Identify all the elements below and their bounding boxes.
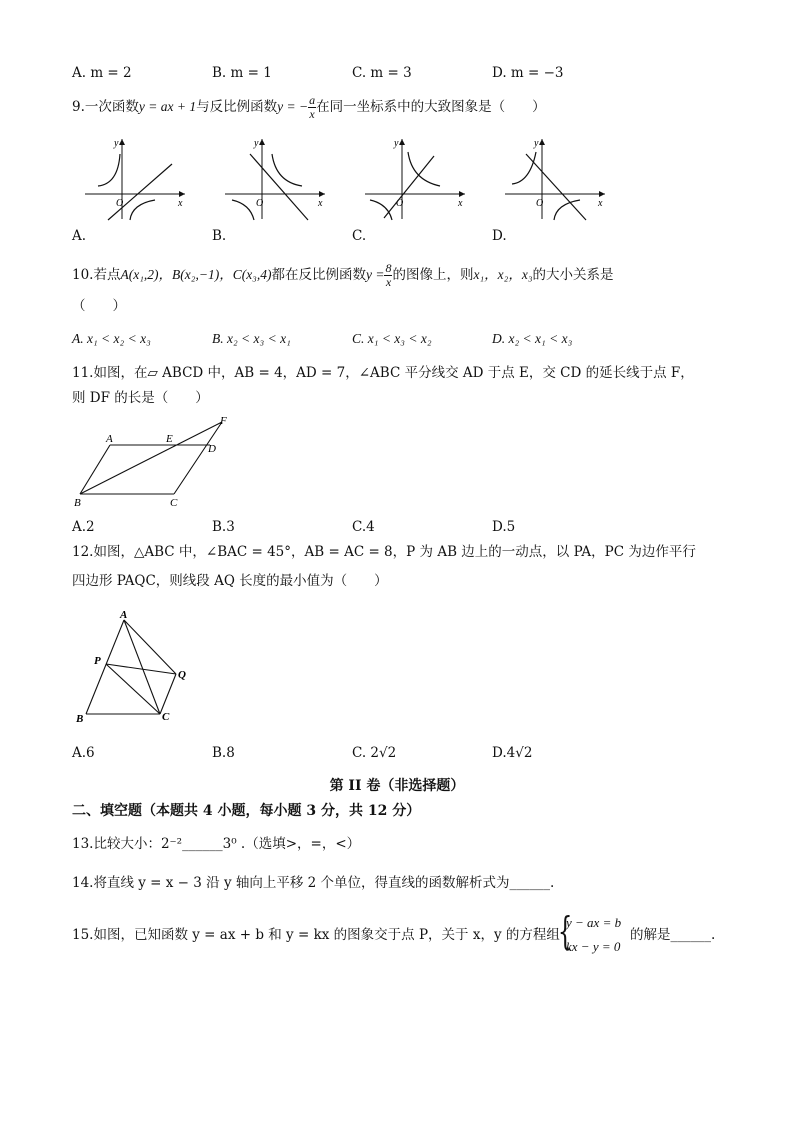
q11-option-b: B.3: [212, 519, 235, 535]
label-c: C: [170, 497, 178, 509]
q8-option-a: A. m = 2: [72, 65, 132, 81]
q8-option-b: B. m = 1: [212, 65, 272, 81]
q9-option-d: D.: [492, 228, 507, 244]
q9-graph-d: [500, 134, 610, 224]
q12-option-d: D.4√2: [492, 745, 533, 761]
q9-graph-b: [220, 134, 330, 224]
svg-text:x: x: [458, 198, 463, 209]
svg-text:y: y: [394, 138, 399, 149]
section-title: 第 II 卷（非选择题）: [329, 778, 465, 794]
q12-stem-line1: 12.如图，△ABC 中，∠BAC = 45°，AB = AC = 8，P 为 AB 边上的一动点，以 PA，PC 为边作平行: [72, 544, 696, 560]
q9-option-a: A.: [72, 228, 87, 244]
label-f: F: [220, 415, 227, 427]
q15-equation-1: y − ax = b: [566, 915, 622, 930]
q11-parallelogram-figure: [70, 412, 240, 512]
label-a: A: [106, 433, 113, 445]
svg-text:O: O: [536, 198, 544, 209]
section-heading: 二、填空题（本题共 4 小题，每小题 3 分，共 12 分）: [72, 803, 421, 819]
q8-option-c: C. m = 3: [352, 65, 412, 81]
q11-stem-line2: 则 DF 的长是（ ）: [72, 390, 209, 406]
q10-paren: （ ）: [72, 298, 126, 314]
q9-stem: 9.一次函数y = ax + 1与反比例函数y = − $\frac{a}{x}$ 在同一坐标系中的大致图象是（ ）: [72, 93, 546, 121]
axis-y-label: y: [114, 138, 119, 149]
q12-triangle-figure: [70, 606, 200, 726]
q11-option-c: C.4: [352, 519, 375, 535]
q10-option-c: C. x₁ < x₃ < x₂: [352, 331, 432, 346]
label-d: D: [208, 443, 216, 455]
q9-graph-c: [360, 134, 470, 224]
svg-text:O: O: [396, 198, 404, 209]
q9-option-b: B.: [212, 228, 227, 244]
q10-option-b: B. x₂ < x₃ < x₁: [212, 331, 291, 346]
q15-tail: 的解是______.: [630, 927, 716, 943]
q12-option-a: A.6: [72, 745, 95, 761]
q10-stem: 10.若点A(x₁,2)，B(x₂,−1)，C(x₃,4)都在反比例函数y = $\frac{8}{x}$ 的图像上，则x₁，x₂，x₃的大小关系是: [72, 261, 614, 289]
q11-stem-line1: 11.如图，在▱ ABCD 中，AB = 4，AD = 7，∠ABC 平分线交 AD 于点 E，交 CD 的延长线于点 F，: [72, 365, 694, 381]
q14-stem: 14.将直线 y = x − 3 沿 y 轴向上平移 2 个单位，得直线的函数解析式为______.: [72, 875, 555, 891]
label-b: B: [76, 713, 84, 725]
q15-equation-2: kx − y = 0: [566, 939, 621, 954]
origin-label: O: [116, 198, 124, 209]
label-c: C: [162, 711, 170, 723]
q15-stem: 15.如图，已知函数 y = ax + b 和 y = kx 的图象交于点 P，关于 x，y 的方程组: [72, 927, 560, 943]
q12-stem-line2: 四边形 PAQC，则线段 AQ 长度的最小值为（ ）: [72, 573, 388, 589]
q8-option-d: D. m = −3: [492, 65, 564, 81]
q9-graph-a: [80, 134, 190, 224]
q11-option-a: A.2: [72, 519, 95, 535]
label-p: P: [94, 655, 101, 667]
svg-text:x: x: [598, 198, 603, 209]
q12-option-b: B.8: [212, 745, 235, 761]
q10-option-d: D. x₂ < x₁ < x₃: [492, 331, 573, 346]
label-q: Q: [178, 669, 186, 681]
axis-x-label: x: [178, 198, 183, 209]
label-e: E: [166, 433, 173, 445]
svg-text:y: y: [534, 138, 539, 149]
label-a: A: [120, 609, 128, 621]
q9-option-c: C.: [352, 228, 367, 244]
svg-text:y: y: [254, 138, 259, 149]
svg-text:x: x: [318, 198, 323, 209]
q10-option-a: A. x₁ < x₂ < x₃: [72, 331, 151, 346]
q13-stem: 13.比较大小：2⁻²______3⁰ .（选填>，=，<）: [72, 836, 361, 852]
q12-option-c: C. 2√2: [352, 745, 397, 761]
svg-text:O: O: [256, 198, 264, 209]
q15-equation-brace: {: [557, 909, 573, 953]
label-b: B: [74, 497, 81, 509]
q11-option-d: D.5: [492, 519, 516, 535]
